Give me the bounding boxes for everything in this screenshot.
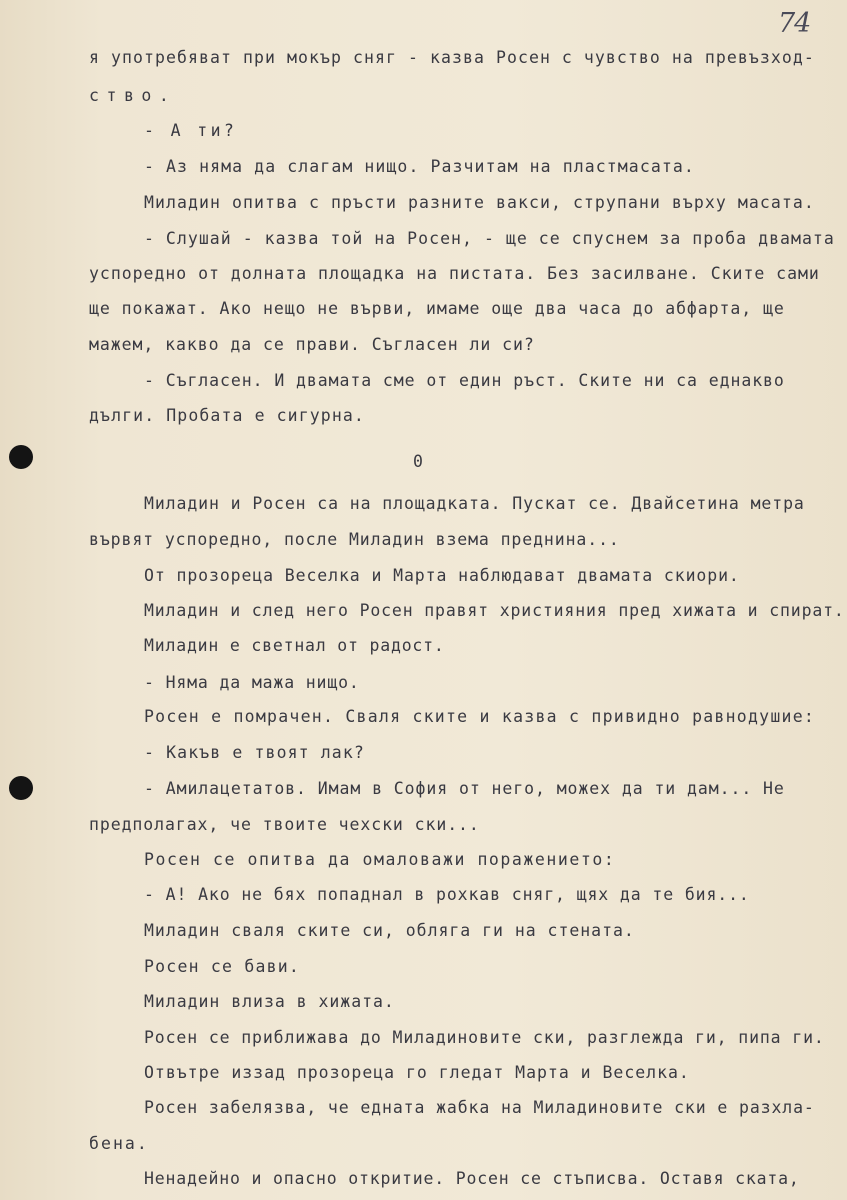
- text-line: - Слушай - казва той на Росен, - ще се спуснем за проба двамата: [144, 229, 835, 248]
- section-separator: 0: [413, 452, 423, 471]
- punch-hole-top: [9, 445, 33, 469]
- text-line: дълги. Пробата е сигурна.: [89, 406, 365, 425]
- text-line: Миладин сваля ските си, обляга ги на стената.: [144, 921, 635, 940]
- text-line: Росен забелязва, че едната жабка на Миладиновите ски е разхла-: [144, 1098, 815, 1117]
- text-line: Росен се бави.: [144, 957, 301, 976]
- text-line: - Аз няма да слагам нищо. Разчитам на пластмасата.: [144, 157, 695, 176]
- text-line: Миладин е светнал от радост.: [144, 636, 445, 655]
- text-line: предполагах, че твоите чехски ски...: [89, 815, 480, 834]
- text-line: вървят успоредно, после Миладин взема преднина...: [89, 530, 620, 549]
- text-line: Росен е помрачен. Сваля ските и казва с привидно равнодушие:: [144, 707, 816, 726]
- text-line: ще покажат. Ако нещо не върви, имаме още два часа до абфарта, ще: [89, 299, 785, 318]
- text-line: я употребяват при мокър сняг - казва Росен с чувство на превъзход-: [89, 48, 815, 67]
- punch-hole-bottom: [9, 776, 33, 800]
- text-line: - Амилацетатов. Имам в София от него, можех да ти дам... Не: [144, 779, 785, 798]
- text-line: Миладин опитва с пръсти разните вакси, струпани върху масата.: [144, 193, 815, 212]
- text-line: - Какъв е твоят лак?: [144, 743, 365, 762]
- text-line: Росен се опитва да омаловажи поражението:: [144, 850, 616, 869]
- text-line: мажем, какво да се прави. Съгласен ли си?: [89, 335, 535, 354]
- text-line: Ненадейно и опасно откритие. Росен се стъписва. Оставя ската,: [144, 1169, 800, 1188]
- text-line: Миладин и след него Росен правят християния пред хижата и спират.: [144, 601, 845, 620]
- text-line: От прозореца Веселка и Марта наблюдават двамата скиори.: [144, 566, 740, 585]
- text-line: бена.: [89, 1134, 149, 1153]
- text-line: Отвътре иззад прозореца го гледат Марта и Веселка.: [144, 1063, 690, 1082]
- text-line: Миладин влиза в хижата.: [144, 992, 395, 1011]
- text-line: ство.: [89, 86, 177, 105]
- text-line: Росен се приближава до Миладиновите ски, разглежда ги, пипа ги.: [144, 1028, 825, 1047]
- text-line: Миладин и Росен са на площадката. Пускат се. Двайсетина метра: [144, 494, 805, 513]
- text-line: - Няма да мажа нищо.: [144, 673, 360, 692]
- text-line: успоредно от долната площадка на пистата. Без засилване. Ските сами: [89, 264, 820, 283]
- text-line: - Съгласен. И двамата сме от един ръст. Ските ни са еднакво: [144, 371, 785, 390]
- text-line: - А! Ако не бях попаднал в рохкав сняг, щях да те бия...: [144, 885, 750, 904]
- page-number: 74: [778, 8, 811, 39]
- text-line: - А ти?: [144, 121, 238, 140]
